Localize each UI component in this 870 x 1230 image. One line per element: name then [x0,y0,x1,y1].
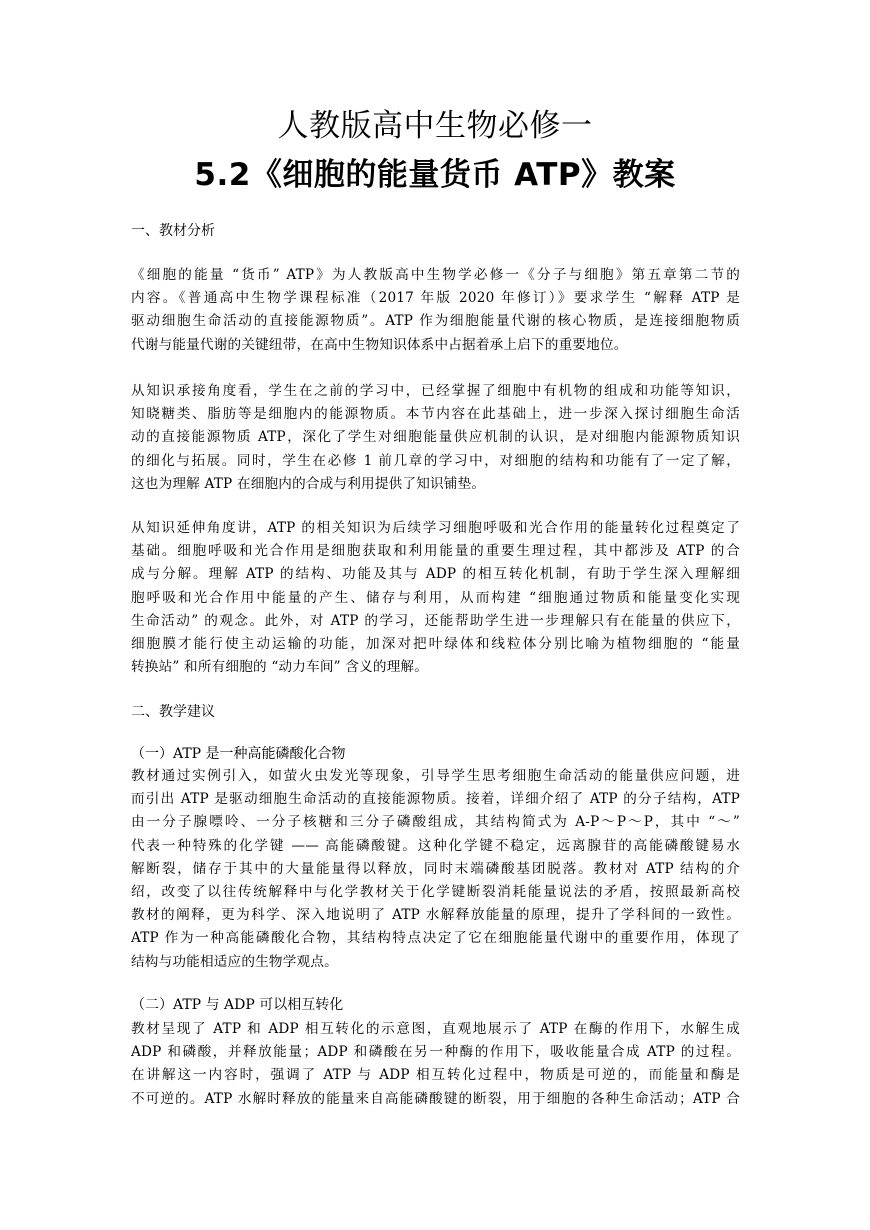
paragraph-line: 代表一种特殊的化学键 —— 高能磷酸键。这种化学键不稳定，远离腺苷的高能磷酸键易水 [131,837,740,854]
paragraph-line: 细胞膜才能行使主动运输的功能，加深对把叶绿体和线粒体分别比喻为植物细胞的 “能量 [131,635,740,652]
paragraph-line: 成与分解。理解 ATP 的结构、功能及其与 ADP 的相互转化机制，有助于学生深入理解细 [131,566,740,583]
section-heading-analysis: 一、教材分析 [131,223,215,239]
paragraph-line: 内容。《普通高中生物学课程标准（2017 年版 2020 年修订）》要求学生 “解释 ATP 是 [131,290,740,307]
paragraph-line: 教材的阐释，更为科学、深入地说明了 ATP 水解释放能量的原理，提升了学科间的一致性。 [131,907,740,924]
paragraph-line: 动的直接能源物质 ATP，深化了学生对细胞能量供应机制的认识，是对细胞内能源物质知识 [131,429,740,446]
paragraph-line: 从知识承接角度看，学生在之前的学习中，已经掌握了细胞中有机物的组成和功能等知识， [131,383,740,399]
paragraph-line: 不可逆的。ATP 水解时释放的能量来自高能磷酸键的断裂，用于细胞的各种生命活动；ATP 合 [131,1090,740,1107]
paragraph-line: 结构与功能相适应的生物学观点。 [131,953,338,970]
document-title-line-2: 5.2《细胞的能量货币 ATP》教案 [194,157,676,193]
paragraph-line: 转换站” 和所有细胞的 “动力车间” 含义的理解。 [131,659,429,676]
subsection-heading-1: （一）ATP 是一种高能磷酸化合物 [131,746,346,762]
paragraph-line: 驱动细胞生命活动的直接能源物质”。ATP 作为细胞能量代谢的核心物质，是连接细胞物质 [131,313,740,330]
paragraph-line: 由一分子腺嘌呤、一分子核糖和三分子磷酸组成，其结构简式为 A-P～P～P，其中 “～” [131,814,740,831]
paragraph-line: 教材通过实例引入，如萤火虫发光等现象，引导学生思考细胞生命活动的能量供应问题，进 [131,768,740,784]
paragraph-line: 代谢与能量代谢的关键纽带，在高中生物知识体系中占据着承上启下的重要地位。 [131,336,628,353]
paragraph-line: 知晓糖类、脂肪等是细胞内的能源物质。本节内容在此基础上，进一步深入探讨细胞生命活 [131,406,740,423]
paragraph-line: 《细胞的能量 “货币” ATP》为人教版高中生物学必修一《分子与细胞》第五章第二节的 [131,267,740,283]
paragraph-line: 从知识延伸角度讲，ATP 的相关知识为后续学习细胞呼吸和光合作用的能量转化过程奠定了 [131,520,740,536]
paragraph-3 [131,517,740,679]
subsection-2-body [131,1018,740,1111]
paragraph-line: ADP 和磷酸，并释放能量；ADP 和磷酸在另一种酶的作用下，吸收能量合成 ATP 的过程。 [131,1044,740,1061]
section-heading-suggestions: 二、教学建议 [131,704,215,720]
paragraph-line: 基础。细胞呼吸和光合作用是细胞获取和利用能量的重要生理过程，其中都涉及 ATP 的合 [131,543,740,560]
paragraph-line: 生命活动” 的观念。此外，对 ATP 的学习，还能帮助学生进一步理解只有在能量的供应下， [131,612,740,629]
paragraph-line: 的细化与拓展。同时，学生在必修 1 前几章的学习中，对细胞的结构和功能有了一定了解， [131,452,740,469]
paragraph-2 [131,380,740,496]
paragraph-line: ATP 作为一种高能磷酸化合物，其结构特点决定了它在细胞能量代谢中的重要作用，体现了 [131,930,740,947]
subsection-1-body [131,765,740,974]
subsection-heading-2: （二）ATP 与 ADP 可以相互转化 [131,997,344,1013]
paragraph-line: 而引出 ATP 是驱动细胞生命活动的直接能源物质。接着，详细介绍了 ATP 的分子结构，ATP [131,791,740,808]
paragraph-line: 解断裂，储存于其中的大量能量得以释放，同时末端磷酸基团脱落。教材对 ATP 结构的介 [131,860,740,877]
paragraph-line: 胞呼吸和光合作用中能量的产生、储存与利用，从而构建 “细胞通过物质和能量变化实现 [131,589,740,606]
document-title-line-1: 人教版高中生物必修一 [277,108,593,144]
paragraph-1 [131,264,740,357]
paragraph-line: 教材呈现了 ATP 和 ADP 相互转化的示意图，直观地展示了 ATP 在酶的作用下，水解生成 [131,1021,740,1037]
paragraph-line: 这也为理解 ATP 在细胞内的合成与利用提供了知识铺垫。 [131,475,486,492]
paragraph-line: 绍，改变了以往传统解释中与化学教材关于化学键断裂消耗能量说法的矛盾，按照最新高校 [131,883,740,900]
paragraph-line: 在讲解这一内容时，强调了 ATP 与 ADP 相互转化过程中，物质是可逆的，而能量和酶是 [131,1067,740,1084]
